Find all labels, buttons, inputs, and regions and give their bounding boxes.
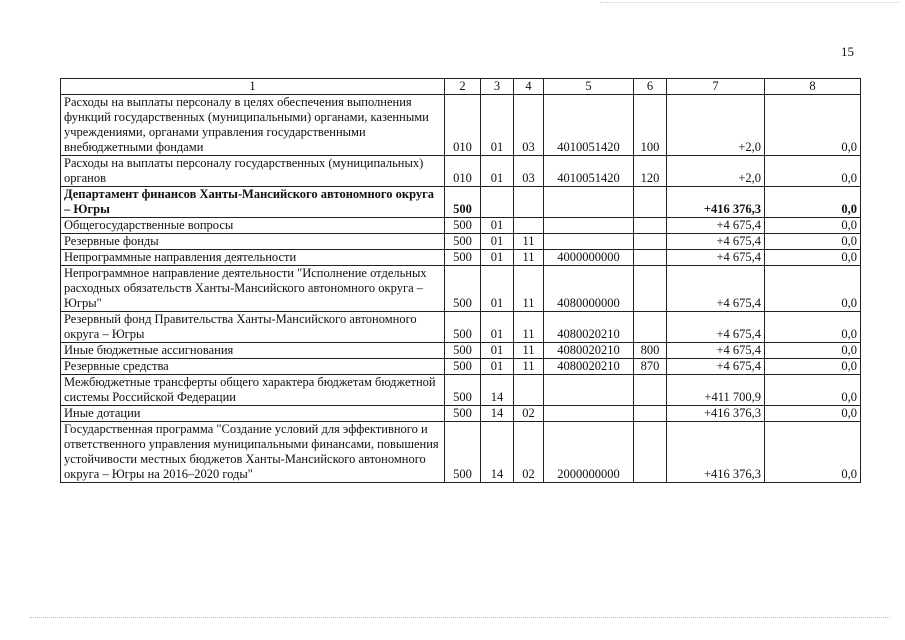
amount-cell: 0,0	[765, 343, 861, 359]
row-name-cell: Межбюджетные трансферты общего характера бюджетам бюджетной системы Российской Федерации	[61, 375, 445, 406]
expense-type-cell	[634, 312, 667, 343]
target-article-cell	[544, 187, 634, 218]
scan-artifact-bottom	[30, 617, 890, 618]
expense-type-cell	[634, 422, 667, 483]
amount-cell: 0,0	[765, 359, 861, 375]
section-cell: 14	[481, 422, 514, 483]
row-name-cell: Иные бюджетные ассигнования	[61, 343, 445, 359]
column-header: 5	[544, 79, 634, 95]
admin-code-cell: 500	[445, 218, 481, 234]
row-name-cell: Непрограммные направления деятельности	[61, 250, 445, 266]
target-article-cell	[544, 218, 634, 234]
admin-code-cell: 010	[445, 156, 481, 187]
target-article-cell: 4080020210	[544, 312, 634, 343]
change-amount-cell: +4 675,4	[667, 250, 765, 266]
column-header: 8	[765, 79, 861, 95]
admin-code-cell: 500	[445, 343, 481, 359]
section-cell: 14	[481, 406, 514, 422]
amount-cell: 0,0	[765, 156, 861, 187]
row-name-cell: Иные дотации	[61, 406, 445, 422]
row-name-cell: Резервные фонды	[61, 234, 445, 250]
section-cell: 01	[481, 266, 514, 312]
section-cell	[481, 187, 514, 218]
row-name-cell: Расходы на выплаты персоналу государственных (муниципальных) органов	[61, 156, 445, 187]
admin-code-cell: 500	[445, 266, 481, 312]
amount-cell: 0,0	[765, 187, 861, 218]
subsection-cell: 03	[514, 95, 544, 156]
amount-cell: 0,0	[765, 95, 861, 156]
target-article-cell: 4080020210	[544, 359, 634, 375]
section-cell: 01	[481, 218, 514, 234]
expense-type-cell	[634, 187, 667, 218]
expense-type-cell	[634, 375, 667, 406]
table-row	[61, 95, 861, 156]
section-cell: 01	[481, 95, 514, 156]
row-name-cell: Департамент финансов Ханты-Мансийского автономного округа – Югры	[61, 187, 445, 218]
subsection-cell	[514, 218, 544, 234]
subsection-cell: 11	[514, 343, 544, 359]
change-amount-cell: +416 376,3	[667, 406, 765, 422]
subsection-cell: 03	[514, 156, 544, 187]
subsection-cell: 11	[514, 250, 544, 266]
change-amount-cell: +4 675,4	[667, 312, 765, 343]
amount-cell: 0,0	[765, 375, 861, 406]
column-header: 4	[514, 79, 544, 95]
change-amount-cell: +4 675,4	[667, 266, 765, 312]
amount-cell: 0,0	[765, 218, 861, 234]
subsection-cell: 11	[514, 266, 544, 312]
column-header: 3	[481, 79, 514, 95]
change-amount-cell: +4 675,4	[667, 343, 765, 359]
section-cell: 01	[481, 250, 514, 266]
section-cell: 14	[481, 375, 514, 406]
admin-code-cell: 500	[445, 375, 481, 406]
table-row	[61, 375, 861, 406]
target-article-cell: 4000000000	[544, 250, 634, 266]
section-cell: 01	[481, 312, 514, 343]
target-article-cell: 4080020210	[544, 343, 634, 359]
budget-table	[60, 78, 861, 483]
target-article-cell: 4080000000	[544, 266, 634, 312]
change-amount-cell: +2,0	[667, 156, 765, 187]
amount-cell: 0,0	[765, 406, 861, 422]
table-header-row	[61, 79, 861, 95]
table-row	[61, 359, 861, 375]
amount-cell: 0,0	[765, 250, 861, 266]
section-cell: 01	[481, 234, 514, 250]
scan-artifact-top	[600, 2, 900, 3]
amount-cell: 0,0	[765, 312, 861, 343]
row-name-cell: Расходы на выплаты персоналу в целях обеспечения выполнения функций государственных (муниципальными) органами, казенными учреждениями, органами управления государственными внебюджетными фондами	[61, 95, 445, 156]
admin-code-cell: 010	[445, 95, 481, 156]
change-amount-cell: +416 376,3	[667, 187, 765, 218]
expense-type-cell: 800	[634, 343, 667, 359]
amount-cell: 0,0	[765, 266, 861, 312]
target-article-cell: 4010051420	[544, 95, 634, 156]
change-amount-cell: +416 376,3	[667, 422, 765, 483]
table-row	[61, 250, 861, 266]
subsection-cell: 11	[514, 312, 544, 343]
table-row	[61, 234, 861, 250]
table-row	[61, 266, 861, 312]
row-name-cell: Резервный фонд Правительства Ханты-Мансийского автономного округа – Югры	[61, 312, 445, 343]
table-row	[61, 312, 861, 343]
expense-type-cell: 100	[634, 95, 667, 156]
change-amount-cell: +4 675,4	[667, 359, 765, 375]
admin-code-cell: 500	[445, 406, 481, 422]
subsection-cell: 02	[514, 422, 544, 483]
section-cell: 01	[481, 156, 514, 187]
page-number: 15	[841, 44, 854, 59]
table-row	[61, 343, 861, 359]
subsection-cell: 02	[514, 406, 544, 422]
subsection-cell: 11	[514, 359, 544, 375]
subsection-cell: 11	[514, 234, 544, 250]
admin-code-cell: 500	[445, 250, 481, 266]
admin-code-cell: 500	[445, 234, 481, 250]
subsection-cell	[514, 187, 544, 218]
target-article-cell	[544, 406, 634, 422]
expense-type-cell	[634, 266, 667, 312]
expense-type-cell	[634, 218, 667, 234]
amount-cell: 0,0	[765, 422, 861, 483]
column-header: 1	[61, 79, 445, 95]
column-header: 2	[445, 79, 481, 95]
target-article-cell: 4010051420	[544, 156, 634, 187]
expense-type-cell	[634, 406, 667, 422]
admin-code-cell: 500	[445, 187, 481, 218]
table-row	[61, 218, 861, 234]
expense-type-cell: 120	[634, 156, 667, 187]
change-amount-cell: +4 675,4	[667, 218, 765, 234]
admin-code-cell: 500	[445, 312, 481, 343]
change-amount-cell: +4 675,4	[667, 234, 765, 250]
section-cell: 01	[481, 359, 514, 375]
row-name-cell: Государственная программа "Создание условий для эффективного и ответственного управления муниципальными финансами, повышения устойчивости местных бюджетов Ханты-Мансийского автономного округа – Югры на 2016–2020 годы"	[61, 422, 445, 483]
table-row	[61, 187, 861, 218]
change-amount-cell: +411 700,9	[667, 375, 765, 406]
target-article-cell	[544, 375, 634, 406]
target-article-cell: 2000000000	[544, 422, 634, 483]
row-name-cell: Общегосударственные вопросы	[61, 218, 445, 234]
subsection-cell	[514, 375, 544, 406]
row-name-cell: Непрограммное направление деятельности "Исполнение отдельных расходных обязательств Ханты-Мансийского автономного округа – Югры"	[61, 266, 445, 312]
section-cell: 01	[481, 343, 514, 359]
table-row	[61, 406, 861, 422]
change-amount-cell: +2,0	[667, 95, 765, 156]
expense-type-cell: 870	[634, 359, 667, 375]
column-header: 6	[634, 79, 667, 95]
admin-code-cell: 500	[445, 422, 481, 483]
column-header: 7	[667, 79, 765, 95]
expense-type-cell	[634, 234, 667, 250]
table-body	[61, 95, 861, 483]
admin-code-cell: 500	[445, 359, 481, 375]
target-article-cell	[544, 234, 634, 250]
amount-cell: 0,0	[765, 234, 861, 250]
expense-type-cell	[634, 250, 667, 266]
table-row	[61, 156, 861, 187]
row-name-cell: Резервные средства	[61, 359, 445, 375]
table-row	[61, 422, 861, 483]
